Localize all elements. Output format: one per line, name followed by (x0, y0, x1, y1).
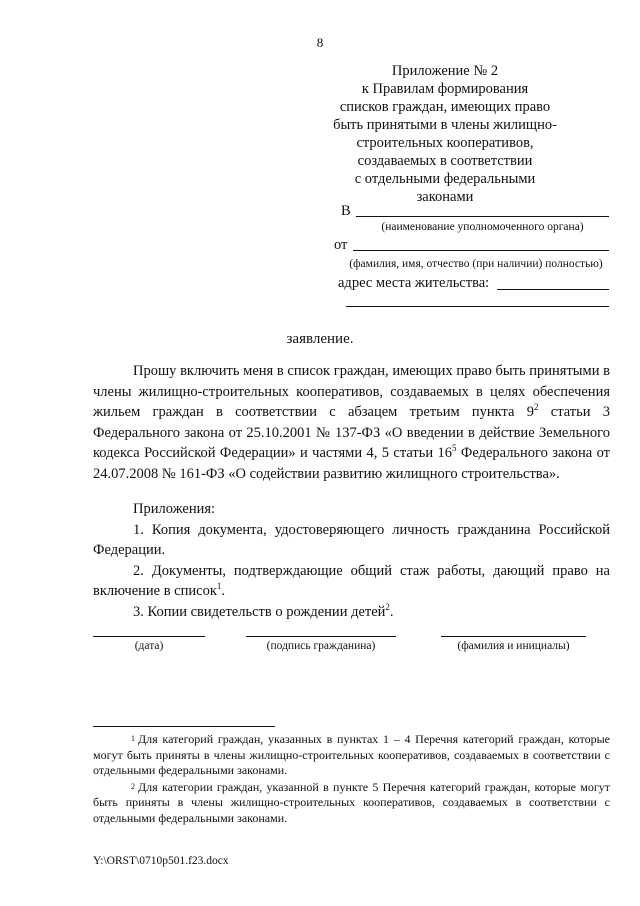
signature-field[interactable] (246, 636, 396, 637)
appendix-line: к Правилам формирования (361, 81, 529, 97)
request-text-1: Прошу включить меня в список граждан, имеющих право быть принятыми в члены жилищно-строительных кооперативов, создаваемых в целях обеспечения жильем граждан в соответствии с абзацем третьим пункта 9 (93, 363, 610, 420)
authority-caption: (наименование уполномоченного органа) (381, 221, 584, 233)
document-title: заявление. (286, 331, 354, 347)
attachment-item-2 (93, 561, 610, 602)
appendix-header (330, 62, 560, 206)
footnote-1-text: Для категорий граждан, указанных в пунктах 1 – 4 Перечня категорий граждан, которые могут быть приняты в члены жилищно-строительных кооперативов, создаваемых в соответствии с отдельными федеральными законами. (93, 732, 610, 777)
superscript: 2 (534, 402, 539, 413)
authority-name-field[interactable] (356, 216, 609, 217)
footnote-1 (93, 732, 610, 779)
address-label: адрес места жительства: (338, 275, 490, 291)
footnote-ref-1[interactable]: 1 (216, 581, 222, 592)
appendix-line: быть принятыми в члены жилищно- (333, 117, 557, 133)
request-text-3: Федерального закона от 24.07.2008 № 161-ФЗ «О содействии развитию жилищного строительства». (93, 445, 610, 482)
footnote-ref-2[interactable]: 2 (385, 601, 390, 612)
signature-caption: (подпись гражданина) (266, 640, 376, 652)
request-paragraph (93, 361, 610, 484)
address-field-2[interactable] (346, 306, 609, 307)
appendix-line: создаваемых в соответствии (357, 153, 533, 169)
page-number: 8 (316, 35, 324, 50)
punctuation: . (221, 583, 225, 599)
to-label: В (341, 203, 351, 219)
appendix-line: списков граждан, имеющих право (339, 99, 551, 115)
attachment-item-1: 1. Копия документа, удостоверяющего личность гражданина Российской Федерации. (93, 521, 610, 558)
date-field[interactable] (93, 636, 205, 637)
from-label: от (334, 237, 348, 253)
full-name-field[interactable] (353, 250, 609, 251)
superscript: 5 (451, 443, 457, 454)
attachment-item-3 (93, 602, 610, 623)
attachment-item-2-text: 2. Документы, подтверждающие общий стаж работы, дающий право на включение в список (93, 562, 610, 599)
footnotes (93, 732, 610, 827)
appendix-line: законами (416, 189, 474, 205)
attachment-item-3-text: 3. Копии свидетельств о рождении детей (133, 603, 386, 620)
full-name-caption: (фамилия, имя, отчество (при наличии) полностью) (349, 258, 603, 270)
footnote-mark: 2 (131, 781, 135, 791)
name-initials-field[interactable] (441, 636, 586, 637)
date-caption: (дата) (134, 640, 164, 652)
attachments-heading: Приложения: (133, 501, 216, 517)
footnote-divider (93, 726, 275, 727)
footnote-mark: 1 (131, 734, 135, 743)
footnote-2-text: Для категории граждан, указанной в пункте 5 Перечня категорий граждан, которые могут быть приняты в члены жилищно-строительных кооперативов, создаваемых в соответствии с отдельными федеральными законами. (93, 779, 610, 825)
request-text-2: статьи 3 Федерального закона от 25.10.2001 № 137-ФЗ «О введении в действие Земельного кодекса Российской Федерации» и частями 4, 5 статьи 16 (93, 404, 610, 461)
attachments-list (93, 499, 610, 622)
appendix-line: с отдельными федеральными (354, 171, 536, 187)
punctuation: . (389, 603, 394, 620)
name-initials-caption: (фамилия и инициалы) (457, 640, 570, 652)
footnote-2 (93, 780, 610, 827)
appendix-line: Приложение № 2 (391, 63, 499, 79)
file-path: Y:\ORST\0710p501.f23.docx (93, 855, 229, 867)
appendix-line: строительных кооперативов, (356, 135, 534, 151)
address-field-1[interactable] (497, 289, 609, 290)
